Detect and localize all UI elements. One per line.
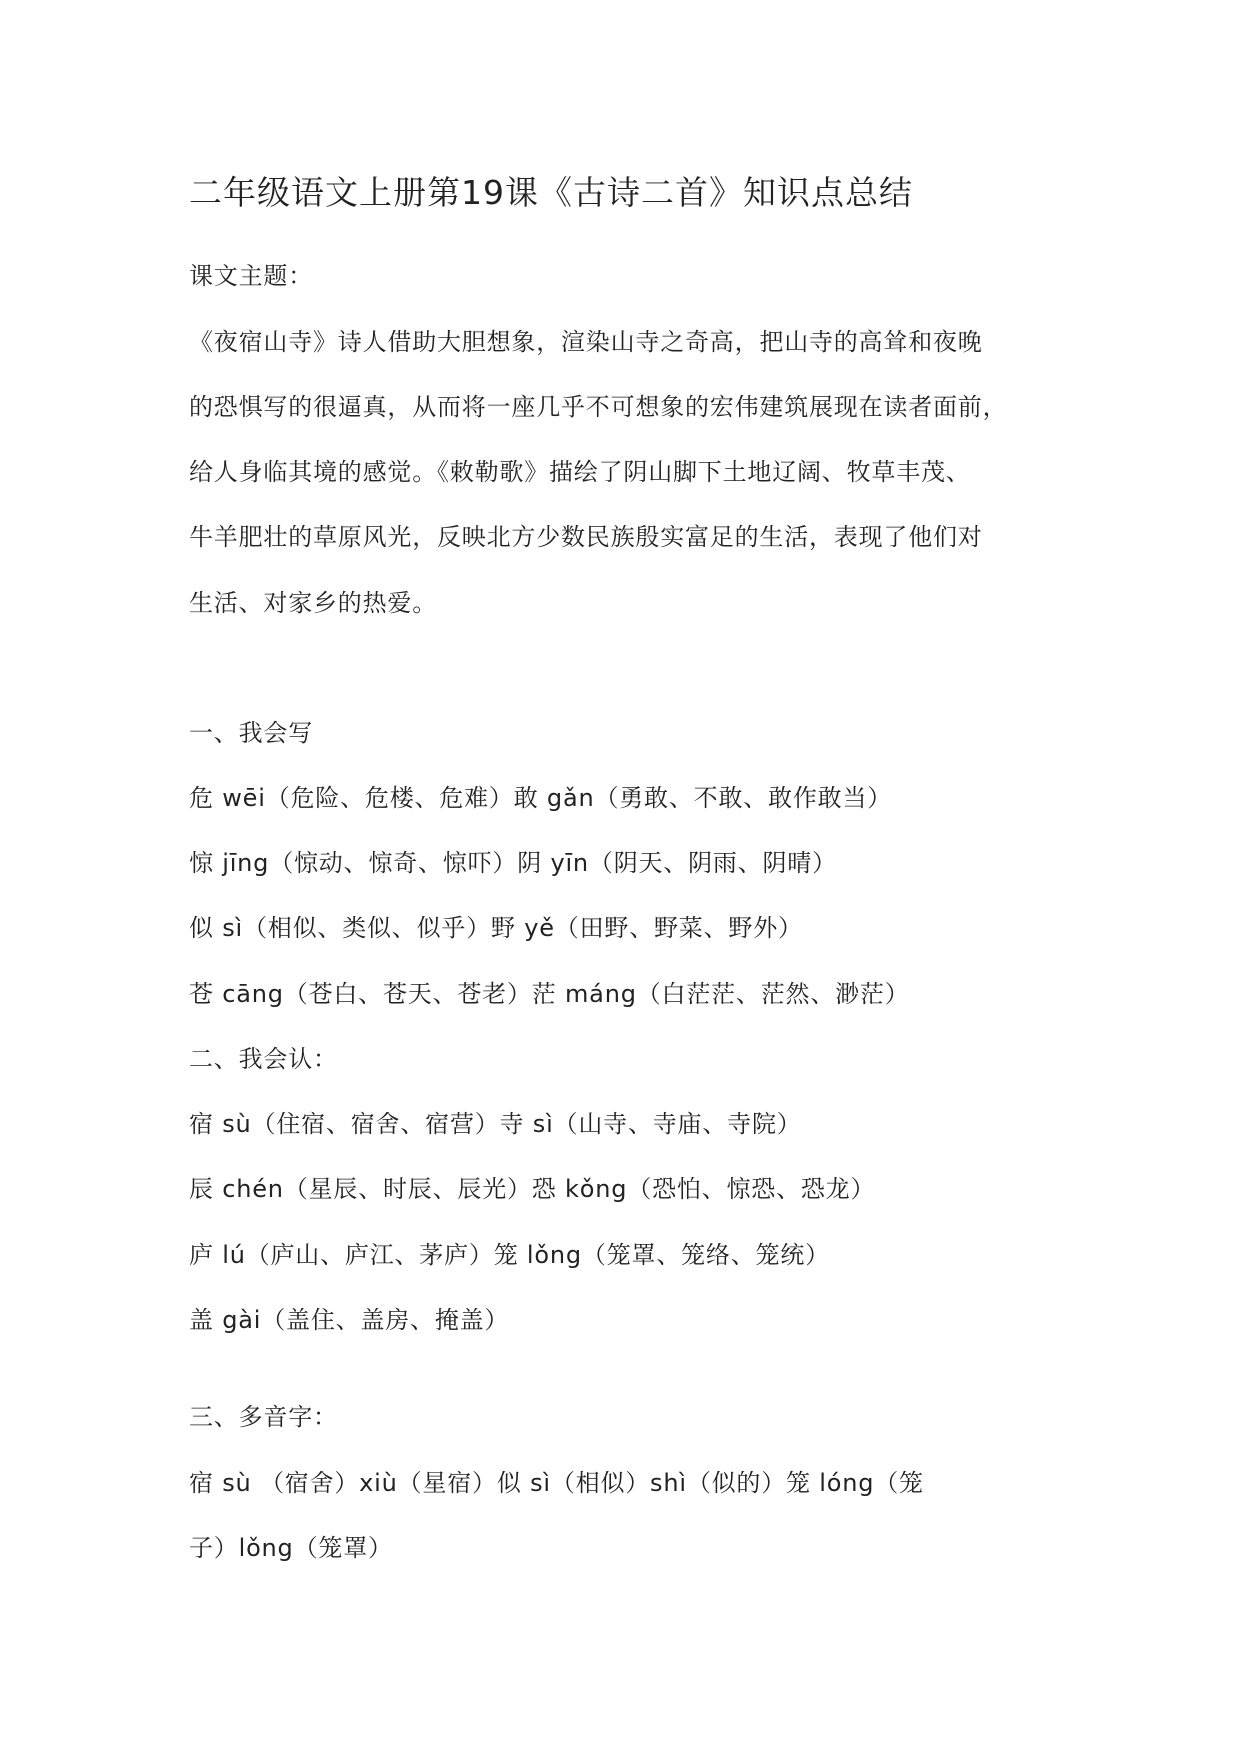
section-write-heading: 一、我会写 [189,719,313,747]
write-character-line: 似 sì（相似、类似、似乎）野 yě（田野、野菜、野外） [189,914,803,942]
theme-paragraph-line: 牛羊肥壮的草原风光，反映北方少数民族殷实富足的生活，表现了他们对 [189,523,983,551]
theme-paragraph-line: 给人身临其境的感觉。《敕勒歌》描绘了阴山脚下土地辽阔、牧草丰茂、 [189,458,971,486]
theme-paragraph-line: 的恐惧写的很逼真，从而将一座几乎不可想象的宏伟建筑展现在读者面前， [189,393,1008,421]
write-character-line: 惊 jīng（惊动、惊奇、惊吓）阴 yīn（阴天、阴雨、阴晴） [189,849,837,877]
polyphone-line: 宿 sù （宿舍）xiù（星宿）似 sì（相似）shì（似的）笼 lóng（笼 [189,1469,924,1497]
read-character-line: 盖 gài（盖住、盖房、掩盖） [189,1306,510,1334]
theme-paragraph-line: 《夜宿山寺》诗人借助大胆想象，渲染山寺之奇高，把山寺的高耸和夜晚 [189,328,983,356]
theme-heading: 课文主题： [189,262,313,290]
polyphone-line: 子）lǒng（笼罩） [189,1534,393,1562]
read-character-line: 庐 lú（庐山、庐江、茅庐）笼 lǒng（笼罩、笼络、笼统） [189,1241,830,1269]
section-read-heading: 二、我会认： [189,1045,338,1073]
document-title: 二年级语文上册第19课《古诗二首》知识点总结 [189,173,913,212]
write-character-line: 苍 cāng（苍白、苍天、苍老）茫 máng（白茫茫、茫然、渺茫） [189,980,910,1008]
read-character-line: 辰 chén（星辰、时辰、辰光）恐 kǒng（恐怕、惊恐、恐龙） [189,1175,876,1203]
section-polyphone-heading: 三、多音字： [189,1403,338,1431]
theme-paragraph-line: 生活、对家乡的热爱。 [189,589,437,617]
write-character-line: 危 wēi（危险、危楼、危难）敢 gǎn（勇敢、不敢、敢作敢当） [189,784,893,812]
read-character-line: 宿 sù（住宿、宿舍、宿营）寺 sì（山寺、寺庙、寺院） [189,1110,802,1138]
